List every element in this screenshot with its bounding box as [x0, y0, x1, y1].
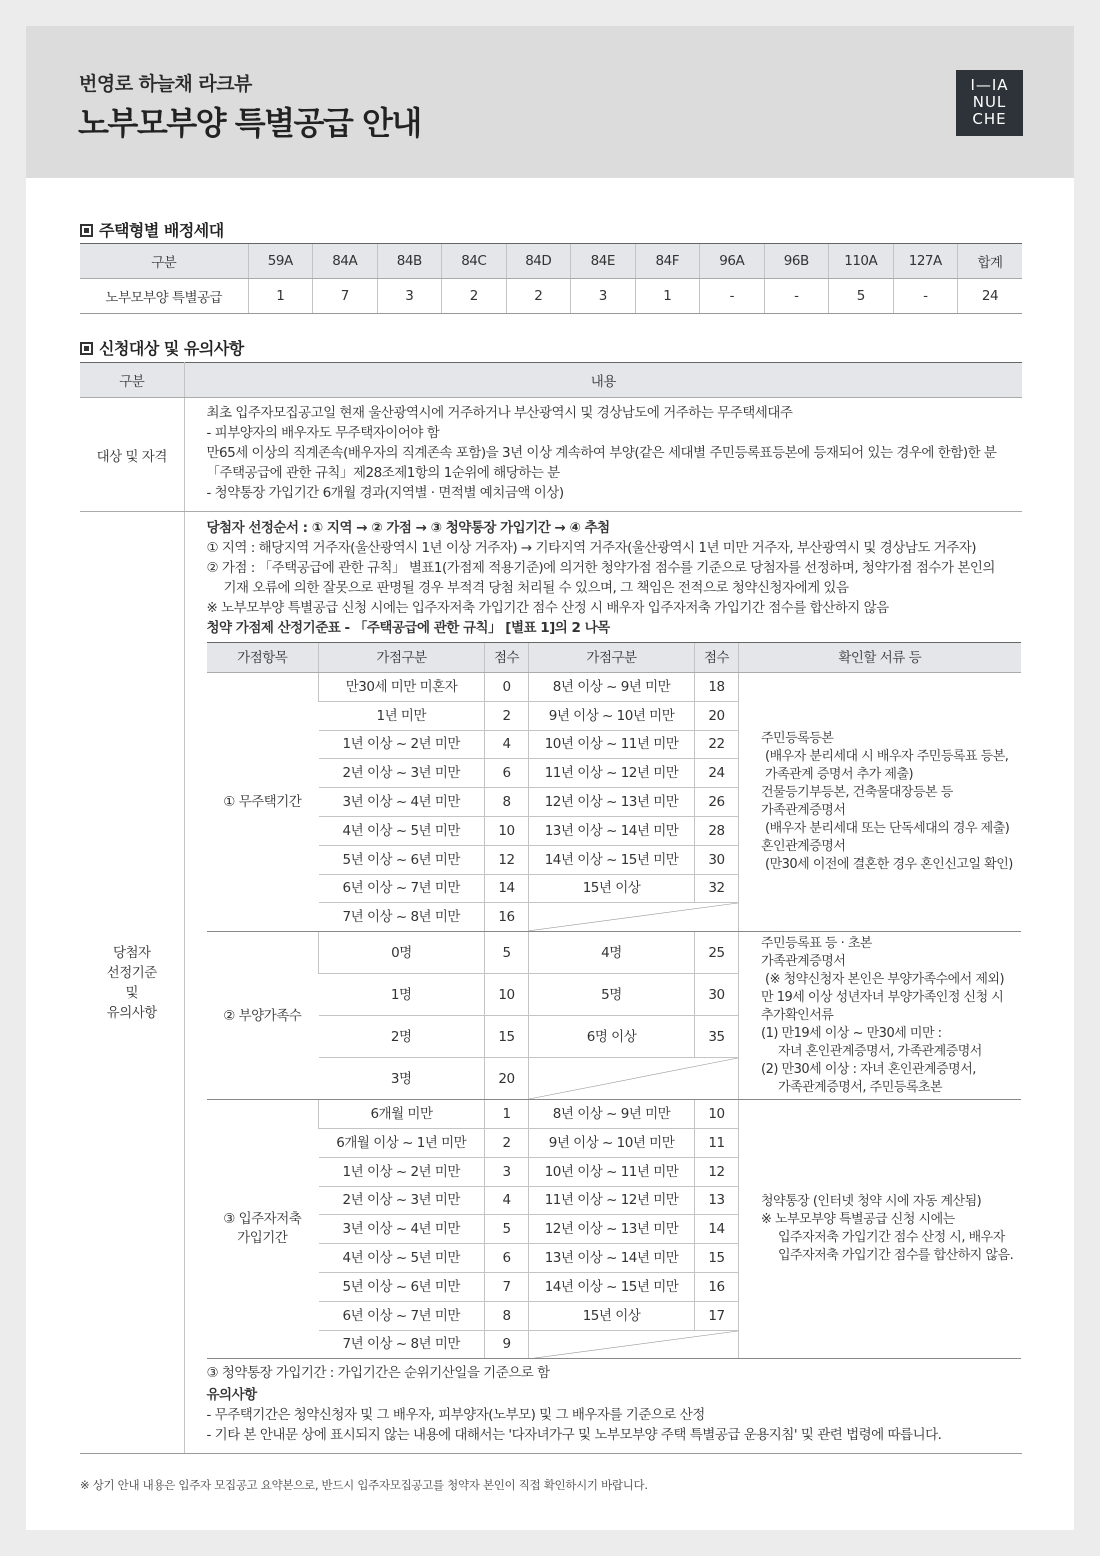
table-cell: 3년 이상 ~ 4년 미만: [319, 788, 485, 817]
header: [26, 26, 1074, 178]
allocation-table: [80, 243, 1022, 314]
table-header-row: [80, 363, 1022, 398]
content-line: 「주택공급에 관한 규칙」제28조제1항의 1순위에 해당하는 분: [206, 465, 560, 481]
table-cell: 1년 미만: [319, 701, 485, 730]
hanulche-logo: [956, 70, 1023, 136]
table-cell: 3년 이상 ~ 4년 미만: [319, 1215, 485, 1244]
table-cell: 10: [485, 816, 529, 845]
score-item-line: ③ 입주자저축: [223, 1211, 302, 1228]
table-row: [80, 279, 1022, 314]
table-cell: 11년 이상 ~ 12년 미만: [529, 759, 695, 788]
table-cell: 32: [695, 874, 739, 903]
table-cell: 7: [485, 1272, 529, 1301]
document-list: [739, 673, 1021, 932]
content-line: ① 지역 : 해당지역 거주자(울산광역시 1년 이상 거주자) → 기타지역 거주자(울산광역시 1년 미만 거주자, 부산광역시 및 경상남도 거주자): [206, 540, 977, 556]
content-line: ③ 청약통장 가입기간 : 가입기간은 순위기산일을 기준으로 함: [206, 1365, 550, 1382]
score-table: [207, 642, 1021, 1359]
header-cell: 84C: [442, 244, 507, 279]
table-cell: 4: [485, 1186, 529, 1215]
table-cell: 14년 이상 ~ 15년 미만: [529, 1272, 695, 1301]
table-cell: 만30세 미만 미혼자: [319, 673, 485, 702]
table-cell: 22: [695, 730, 739, 759]
row-label-line: 당첨자: [112, 944, 151, 961]
doc-line: 가족관계 증명서 추가 제출): [765, 767, 914, 783]
table-cell: 18: [695, 673, 739, 702]
table-cell: 2: [485, 701, 529, 730]
table-cell: 25: [695, 932, 739, 974]
table-cell: -: [764, 279, 829, 314]
table-row-criteria: [80, 512, 1022, 1454]
content-line: ② 가점 : 「주택공급에 관한 규칙」 별표1(가점제 적용기준)에 의거한 청약가점 점수를 기준으로 당첨자를 선정하며, 청약가점 점수가 본인의: [206, 560, 995, 576]
header-cell: 110A: [829, 244, 894, 279]
table-cell: 3명: [319, 1058, 485, 1100]
table-cell: 8년 이상 ~ 9년 미만: [529, 673, 695, 702]
table-cell: 13년 이상 ~ 14년 미만: [529, 1244, 695, 1273]
table-cell: 10년 이상 ~ 11년 미만: [529, 730, 695, 759]
table-cell: 6개월 이상 ~ 1년 미만: [319, 1128, 485, 1157]
table-cell: 5: [485, 932, 529, 974]
table-cell: 9년 이상 ~ 10년 미만: [529, 701, 695, 730]
doc-line: ※ 노부모부양 특별공급 신청 시에는: [761, 1212, 955, 1228]
content-line: - 청약통장 가입기간 6개월 경과(지역별 · 면적별 예치금액 이상): [206, 485, 564, 501]
table-cell: 1: [635, 279, 700, 314]
header-cell: 내용: [184, 363, 1022, 398]
empty-diagonal-cell: [529, 1330, 739, 1359]
doc-line: 청약통장 (인터넷 청약 시에 자동 계산됨): [761, 1194, 982, 1210]
header-cell: 가점구분: [529, 643, 695, 673]
table-cell: 7년 이상 ~ 8년 미만: [319, 1330, 485, 1359]
score-item: [207, 1100, 319, 1359]
table-cell: 12년 이상 ~ 13년 미만: [529, 1215, 695, 1244]
caution-line: - 무주택기간은 청약신청자 및 그 배우자, 피부양자(노부모) 및 그 배우자를 기준으로 산정: [206, 1407, 705, 1424]
caution-title: 유의사항: [206, 1387, 257, 1404]
section-title-text: 신청대상 및 유의사항: [99, 339, 244, 358]
table-cell: -: [893, 279, 958, 314]
table-cell: 8: [485, 1301, 529, 1330]
header-cell: 84A: [313, 244, 378, 279]
page: [26, 26, 1074, 1530]
doc-line: 주민등록표 등 · 초본: [761, 935, 872, 951]
table-cell: 11년 이상 ~ 12년 미만: [529, 1186, 695, 1215]
score-item: ① 무주택기간: [207, 673, 319, 932]
table-cell: 15: [695, 1244, 739, 1273]
score-table-title: 청약 가점제 산정기준표 - 「주택공급에 관한 규칙」 [별표 1]의 2 나목: [206, 620, 610, 636]
table-cell: 6: [485, 1244, 529, 1273]
row-label-line: 및: [125, 984, 139, 1001]
table-cell: 17: [695, 1301, 739, 1330]
row-label: 대상 및 자격: [80, 398, 184, 512]
content-line: - 피부양자의 배우자도 무주택자이어야 함: [206, 425, 440, 441]
table-row: [207, 932, 1021, 974]
table-cell: 4년 이상 ~ 5년 미만: [319, 1244, 485, 1273]
table-cell: 2: [506, 279, 571, 314]
header-cell: 96B: [764, 244, 829, 279]
row-label-line: 유의사항: [106, 1004, 157, 1021]
table-cell: 6년 이상 ~ 7년 미만: [319, 874, 485, 903]
table-cell: 8: [485, 788, 529, 817]
row-label: [80, 512, 184, 1454]
header-cell: 84E: [571, 244, 636, 279]
header-cell: 84B: [377, 244, 442, 279]
table-cell: 16: [695, 1272, 739, 1301]
row-label-line: 선정기준: [106, 964, 157, 981]
header-cell: 59A: [248, 244, 313, 279]
table-cell: 9년 이상 ~ 10년 미만: [529, 1128, 695, 1157]
table-cell: 1: [485, 1100, 529, 1129]
doc-line: 건물등기부등본, 건축물대장등본 등: [761, 785, 953, 801]
doc-line: 추가확인서류: [761, 1007, 834, 1023]
table-cell: 12: [485, 845, 529, 874]
table-cell: 12년 이상 ~ 13년 미만: [529, 788, 695, 817]
table-cell: 13년 이상 ~ 14년 미만: [529, 816, 695, 845]
header-cell: 구분: [80, 363, 184, 398]
doc-line: (배우자 분리세대 또는 단독세대의 경우 제출): [765, 821, 1010, 837]
table-cell: 7: [313, 279, 378, 314]
doc-line: (만30세 이전에 결혼한 경우 혼인신고일 확인): [765, 857, 1013, 873]
table-row: [207, 1100, 1021, 1129]
table-cell: 2: [442, 279, 507, 314]
table-cell: 26: [695, 788, 739, 817]
table-cell: 6명 이상: [529, 1016, 695, 1058]
logo-line: I—IA: [970, 76, 1009, 94]
table-cell: 20: [485, 1058, 529, 1100]
table-cell: 2년 이상 ~ 3년 미만: [319, 1186, 485, 1215]
table-cell: 20: [695, 701, 739, 730]
criteria-content: [184, 512, 1022, 1454]
doc-line: (배우자 분리세대 시 배우자 주민등록표 등본,: [765, 749, 1009, 765]
selection-order: 당첨자 선정순서 : ① 지역 → ② 가점 → ③ 청약통장 가입기간 → ④ 추첨: [206, 520, 610, 536]
doc-line: 가족관계증명서, 주민등록초본: [778, 1079, 943, 1095]
doc-line: 주민등록등본: [761, 731, 834, 747]
header-cell: 가점항목: [207, 643, 319, 673]
section-title-text: 주택형별 배정세대: [99, 221, 224, 240]
document-list: [739, 932, 1021, 1100]
table-cell: 35: [695, 1016, 739, 1058]
footnote: ※ 상기 안내 내용은 입주자 모집공고 요약본으로, 반드시 입주자모집공고를 청약자 본인이 직접 확인하시기 바랍니다.: [80, 1478, 648, 1492]
table-cell: 15년 이상: [529, 1301, 695, 1330]
table-cell: 10: [485, 974, 529, 1016]
header-cell: 84D: [506, 244, 571, 279]
header-cell: 가점구분: [319, 643, 485, 673]
page-subtitle: 번영로 하늘채 라크뷰: [79, 73, 252, 95]
table-cell: 3: [485, 1157, 529, 1186]
header-cell: 점수: [485, 643, 529, 673]
table-cell: 12: [695, 1157, 739, 1186]
section-title-eligibility: [80, 336, 244, 359]
header-cell: 96A: [700, 244, 765, 279]
table-cell: 2년 이상 ~ 3년 미만: [319, 759, 485, 788]
square-bullet-icon: [80, 224, 93, 237]
table-cell: 11: [695, 1128, 739, 1157]
header-cell: 127A: [893, 244, 958, 279]
doc-line: 입주자저축 가입기간 점수 산정 시, 배우자: [778, 1230, 1005, 1246]
table-cell: 5년 이상 ~ 6년 미만: [319, 1272, 485, 1301]
document-list: [739, 1100, 1021, 1359]
table-cell: 1년 이상 ~ 2년 미만: [319, 730, 485, 759]
header-cell: 합계: [958, 244, 1023, 279]
table-row-target: [80, 398, 1022, 512]
eligibility-table: [80, 362, 1022, 1454]
content-line: 만65세 이상의 직계존속(배우자의 직계존속 포함)을 3년 이상 계속하여 부양(같은 세대별 주민등록표등본에 등재되어 있는 경우에 한함)한 분: [206, 445, 997, 461]
table-cell: 30: [695, 974, 739, 1016]
empty-diagonal-cell: [529, 1058, 739, 1100]
table-cell: 2명: [319, 1016, 485, 1058]
content-line: 최초 입주자모집공고일 현재 울산광역시에 거주하거나 부산광역시 및 경상남도에 거주하는 무주택세대주: [206, 405, 793, 421]
table-cell: 7년 이상 ~ 8년 미만: [319, 903, 485, 932]
empty-diagonal-cell: [529, 903, 739, 932]
table-cell: 5년 이상 ~ 6년 미만: [319, 845, 485, 874]
logo-line: NUL: [972, 93, 1007, 111]
content-line: 기재 오류에 의한 잘못으로 판명될 경우 부적격 당첨 처리될 수 있으며, 그 책임은 전적으로 청약신청자에게 있음: [223, 580, 849, 596]
table-cell: 6: [485, 759, 529, 788]
table-cell: 5명: [529, 974, 695, 1016]
table-cell: 0명: [319, 932, 485, 974]
table-cell: 14년 이상 ~ 15년 미만: [529, 845, 695, 874]
table-cell: 9: [485, 1330, 529, 1359]
doc-line: (2) 만30세 이상 : 자녀 혼인관계증명서,: [761, 1061, 976, 1077]
doc-line: 가족관계증명서: [761, 803, 846, 819]
table-cell: 24: [958, 279, 1023, 314]
table-cell: 3: [377, 279, 442, 314]
table-header-row: [80, 244, 1022, 279]
target-content: [184, 398, 1022, 512]
table-cell: 1년 이상 ~ 2년 미만: [319, 1157, 485, 1186]
table-cell: 1명: [319, 974, 485, 1016]
caution-line: - 기타 본 안내문 상에 표시되지 않는 내용에 대해서는 '다자녀가구 및 노부모부양 주택 특별공급 운용지침' 및 관련 법령에 따릅니다.: [206, 1427, 942, 1444]
table-cell: 8년 이상 ~ 9년 미만: [529, 1100, 695, 1129]
table-cell: 10년 이상 ~ 11년 미만: [529, 1157, 695, 1186]
table-cell: 13: [695, 1186, 739, 1215]
table-cell: 6년 이상 ~ 7년 미만: [319, 1301, 485, 1330]
doc-line: 만 19세 이상 성년자녀 부양가족인정 신청 시: [761, 989, 1004, 1005]
table-cell: 16: [485, 903, 529, 932]
score-item: ② 부양가족수: [207, 932, 319, 1100]
section-title-allocation: [80, 218, 224, 241]
content-line: ※ 노부모부양 특별공급 신청 시에는 입주자저축 가입기간 점수 산정 시 배우자 입주자저축 가입기간 점수를 합산하지 않음: [206, 600, 889, 616]
header-cell: 점수: [695, 643, 739, 673]
page-title: 노부모부양 특별공급 안내: [78, 104, 421, 142]
table-cell: 4명: [529, 932, 695, 974]
table-cell: 30: [695, 845, 739, 874]
table-cell: 4년 이상 ~ 5년 미만: [319, 816, 485, 845]
table-cell: -: [700, 279, 765, 314]
table-cell: 0: [485, 673, 529, 702]
doc-line: (※ 청약신청자 본인은 부양가족수에서 제외): [765, 971, 1005, 987]
table-header-row: [207, 643, 1021, 673]
doc-line: 혼인관계증명서: [761, 839, 846, 855]
score-item-line: 가입기간: [237, 1230, 288, 1247]
table-cell: 6개월 미만: [319, 1100, 485, 1129]
table-cell: 4: [485, 730, 529, 759]
square-bullet-icon: [80, 342, 93, 355]
doc-line: 입주자저축 가입기간 점수를 합산하지 않음.: [778, 1248, 1014, 1264]
table-cell: 10: [695, 1100, 739, 1129]
table-cell: 2: [485, 1128, 529, 1157]
table-cell: 14: [695, 1215, 739, 1244]
table-cell: 1: [248, 279, 313, 314]
header-cell: 확인할 서류 등: [739, 643, 1021, 673]
table-cell: 노부모부양 특별공급: [80, 279, 248, 314]
doc-line: 가족관계증명서: [761, 953, 846, 969]
table-cell: 15: [485, 1016, 529, 1058]
table-cell: 14: [485, 874, 529, 903]
table-cell: 3: [571, 279, 636, 314]
doc-line: (1) 만19세 이상 ~ 만30세 미만 :: [761, 1025, 942, 1041]
table-cell: 15년 이상: [529, 874, 695, 903]
table-cell: 5: [829, 279, 894, 314]
doc-line: 자녀 혼인관계증명서, 가족관계증명서: [778, 1043, 982, 1059]
table-cell: 28: [695, 816, 739, 845]
header-cell: 구분: [80, 244, 248, 279]
table-row: [207, 673, 1021, 702]
table-cell: 24: [695, 759, 739, 788]
logo-line: CHE: [972, 110, 1007, 128]
table-cell: 5: [485, 1215, 529, 1244]
header-cell: 84F: [635, 244, 700, 279]
